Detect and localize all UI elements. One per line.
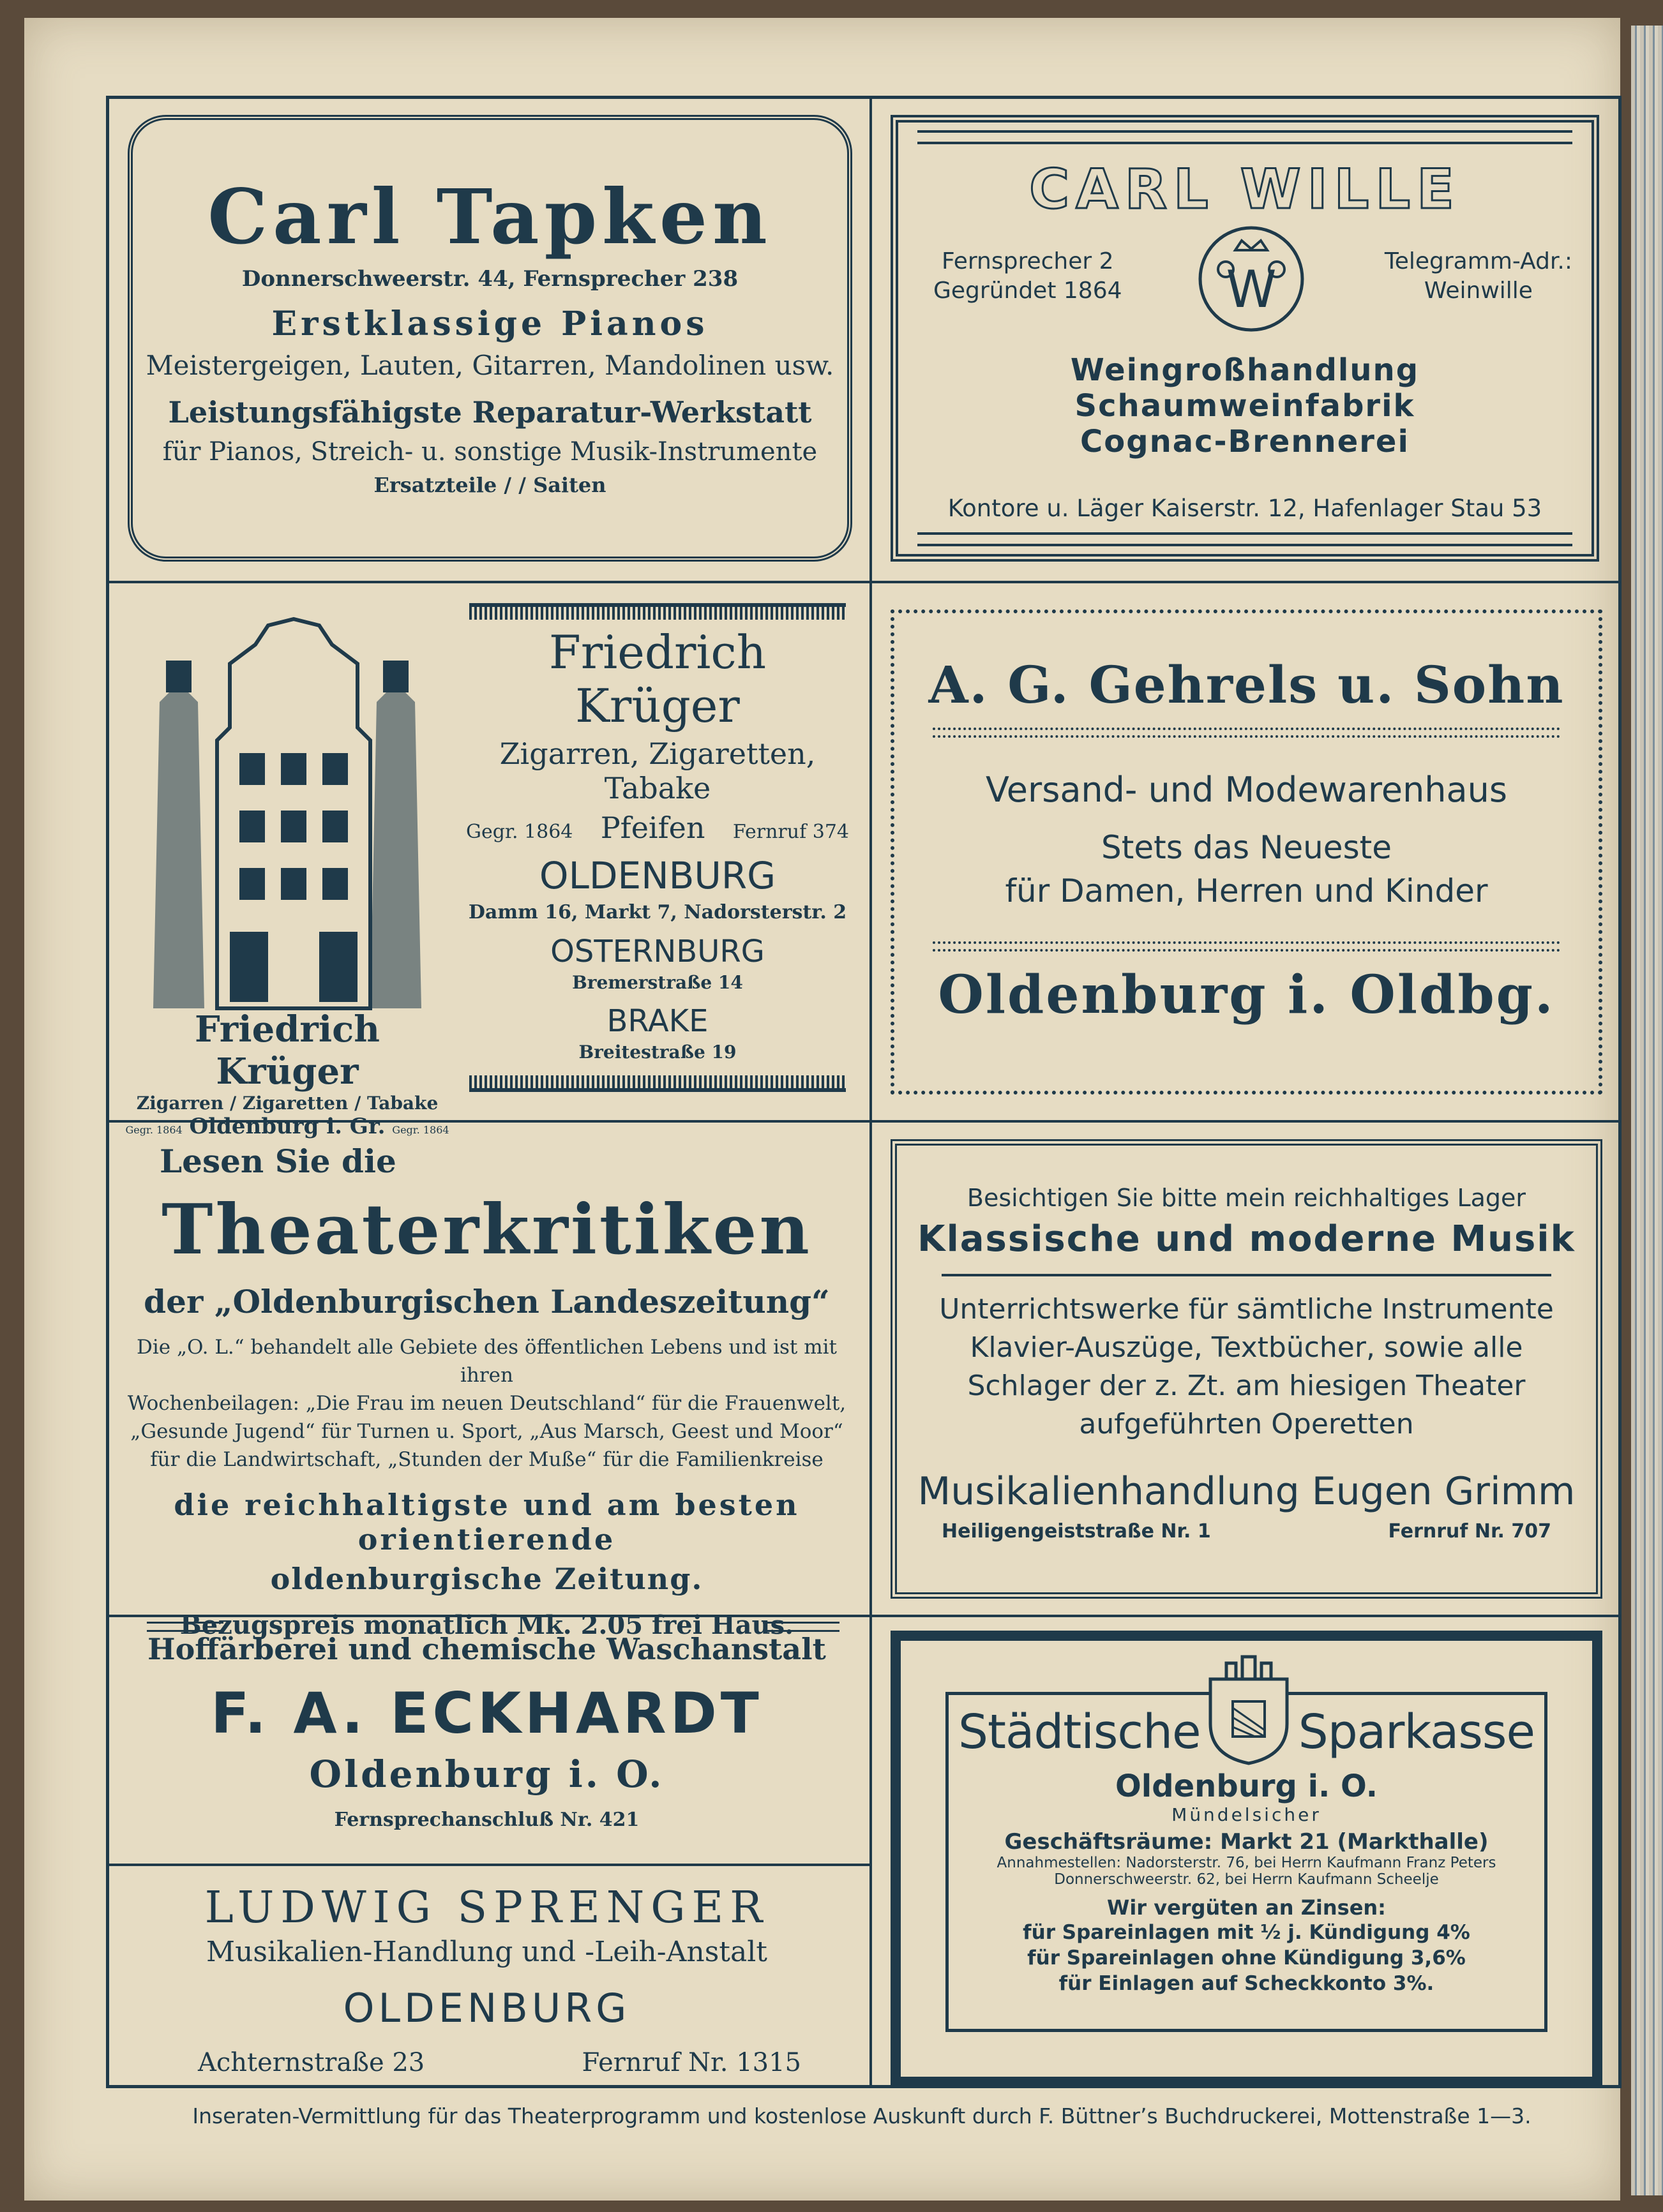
eckhardt-line1: Hoffärberei und chemische Waschanstalt bbox=[147, 1632, 826, 1666]
ad-friedrich-krueger bbox=[115, 590, 859, 1139]
ad-staedtische-sparkasse bbox=[891, 1631, 1602, 2087]
gehrels-name: A. G. Gehrels u. Sohn bbox=[928, 655, 1565, 715]
gehrels-city: Oldenburg i. Oldbg. bbox=[938, 964, 1555, 1026]
wille-phone: Fernsprecher 2 bbox=[941, 248, 1114, 274]
theater-line2: der „Oldenburgischen Landeszeitung“ bbox=[144, 1283, 830, 1320]
sparkasse-sub: Mündelsicher bbox=[1171, 1804, 1321, 1825]
krueger-rule-top bbox=[469, 603, 846, 620]
wille-logo bbox=[1197, 225, 1306, 333]
book-spine bbox=[1631, 26, 1663, 2195]
tapken-line4: für Pianos, Streich- u. sonstige Musik-Instrumente bbox=[162, 437, 818, 467]
grid-divider-vertical bbox=[869, 96, 872, 2088]
gehrels-line3: für Damen, Herren und Kinder bbox=[1005, 872, 1488, 909]
grimm-line1: Besichtigen Sie bitte mein reichhaltiges Lager bbox=[967, 1184, 1526, 1212]
chain-border-bottom bbox=[917, 532, 1572, 546]
krueger-addr1: Damm 16, Markt 7, Nadorsterstr. 2 bbox=[468, 901, 847, 923]
wille-telegram-value: Weinwille bbox=[1424, 278, 1533, 304]
ad-musikalien-grimm bbox=[891, 1139, 1602, 1599]
wille-footer: Kontore u. Läger Kaiserstr. 12, Hafenlager Stau 53 bbox=[947, 495, 1542, 522]
grimm-rule bbox=[942, 1274, 1551, 1276]
krueger-name: Friedrich Krüger bbox=[548, 625, 767, 733]
wille-line2: Schaumweinfabrik bbox=[1074, 388, 1415, 424]
grimm-title: Klassische und moderne Musik bbox=[917, 1218, 1576, 1260]
eckhardt-name: F. A. ECKHARDT bbox=[211, 1680, 763, 1746]
krueger-founded: Gegr. 1864 bbox=[466, 821, 573, 843]
krueger-addr2: Bremerstraße 14 bbox=[572, 972, 743, 993]
sprenger-name: LUDWIG SPRENGER bbox=[204, 1883, 769, 1933]
gehrels-rule bbox=[933, 728, 1560, 738]
theater-body4: für die Landwirtschaft, „Stunden der Muße“ für die Familienkreise bbox=[150, 1448, 824, 1471]
sparkasse-word1: Städtische bbox=[958, 1705, 1201, 1760]
sprenger-phone: Fernruf Nr. 1315 bbox=[582, 2048, 801, 2077]
tapken-address: Donnerschweerstr. 44, Fernsprecher 238 bbox=[241, 266, 739, 292]
theater-body1: Die „O. L.“ behandelt alle Gebiete des öffentlichen Lebens und ist mit ihren bbox=[137, 1336, 837, 1387]
theater-bold1: die reichhaltigste und am besten orientierende bbox=[174, 1488, 800, 1557]
sparkasse-zinsen: Wir vergüten an Zinsen: bbox=[1107, 1895, 1386, 1920]
wille-founded: Gegründet 1864 bbox=[933, 278, 1122, 304]
krueger-goods: Zigarren, Zigaretten, Tabake bbox=[499, 736, 816, 805]
sprenger-address: Achternstraße 23 bbox=[198, 2048, 425, 2077]
grimm-line4: Schlager der z. Zt. am hiesigen Theater bbox=[967, 1370, 1526, 1402]
sparkasse-city: Oldenburg i. O. bbox=[1115, 1768, 1378, 1804]
krueger-pipes: Pfeifen bbox=[600, 811, 705, 845]
krueger-city2: OSTERNBURG bbox=[550, 934, 765, 969]
sparkasse-word2: Sparkasse bbox=[1298, 1705, 1535, 1760]
ad-ludwig-sprenger bbox=[115, 1870, 859, 2090]
krueger-img-title: Friedrich Krüger bbox=[195, 1008, 380, 1093]
krueger-img-city: Oldenburg i. Gr. bbox=[189, 1114, 386, 1139]
krueger-rule-bottom bbox=[469, 1075, 846, 1092]
theater-title: Theaterkritiken bbox=[162, 1190, 812, 1270]
krueger-illustration bbox=[121, 600, 453, 1015]
krueger-addr3: Breitestraße 19 bbox=[578, 1042, 737, 1063]
eckhardt-city: Oldenburg i. O. bbox=[309, 1752, 665, 1796]
tapken-line1: Erstklassige Pianos bbox=[271, 304, 709, 343]
wille-telegram: Telegramm-Adr.: bbox=[1384, 248, 1572, 274]
sprenger-line1: Musikalien-Handlung und -Leih-Anstalt bbox=[206, 1936, 767, 1968]
wille-name: CARL WILLE bbox=[1029, 158, 1461, 221]
sparkasse-rate2: für Spareinlagen ohne Kündigung 3,6% bbox=[1027, 1947, 1466, 1969]
tapken-line2: Meistergeigen, Lauten, Gitarren, Mandolinen usw. bbox=[146, 350, 834, 381]
krueger-city3: BRAKE bbox=[606, 1003, 709, 1039]
theater-bold2: oldenburgische Zeitung. bbox=[270, 1562, 704, 1596]
eckhardt-phone: Fernsprechanschluß Nr. 421 bbox=[334, 1809, 640, 1831]
grimm-line3: Klavier-Auszüge, Textbücher, sowie alle bbox=[970, 1331, 1523, 1364]
ad-gehrels bbox=[891, 609, 1602, 1095]
ad-theaterkritiken bbox=[115, 1130, 859, 1640]
sprenger-city: OLDENBURG bbox=[343, 1985, 631, 2031]
wille-line1: Weingroßhandlung bbox=[1070, 352, 1420, 388]
tapken-name: Carl Tapken bbox=[207, 172, 772, 261]
krueger-img-gegr-left: Gegr. 1864 bbox=[125, 1124, 183, 1136]
krueger-img-sub: Zigarren / Zigaretten / Tabake bbox=[136, 1093, 439, 1114]
grimm-address: Heiligengeiststraße Nr. 1 bbox=[942, 1520, 1211, 1543]
theater-price: Bezugspreis monatlich Mk. 2.05 frei Haus. bbox=[179, 1610, 794, 1640]
grid-divider bbox=[106, 581, 1622, 583]
theater-line1: Lesen Sie die bbox=[160, 1142, 396, 1180]
chain-border-top bbox=[917, 130, 1572, 144]
ad-carl-wille bbox=[891, 115, 1599, 562]
grimm-name: Musikalienhandlung Eugen Grimm bbox=[917, 1469, 1576, 1514]
sparkasse-annahme1: Annahmestellen: Nadorsterstr. 76, bei Herrn Kaufmann Franz Peters bbox=[997, 1855, 1496, 1871]
grimm-line5: aufgeführten Operetten bbox=[1079, 1408, 1414, 1440]
grimm-line2: Unterrichtswerke für sämtliche Instrumente bbox=[939, 1293, 1554, 1326]
gehrels-rule bbox=[933, 941, 1560, 952]
sparkasse-rooms: Geschäftsräume: Markt 21 (Markthalle) bbox=[1004, 1829, 1489, 1855]
sparkasse-rate1: für Spareinlagen mit ½ j. Kündigung 4% bbox=[1023, 1921, 1470, 1944]
krueger-city1: OLDENBURG bbox=[539, 854, 776, 897]
page-footer: Inseraten-Vermittlung für das Theaterprogramm und kostenlose Auskunft durch F. Büttner’s Buchdruckerei, Mottenstraße 1—3. bbox=[192, 2104, 1531, 2128]
ad-carl-tapken bbox=[128, 115, 852, 562]
grid-divider bbox=[106, 1864, 869, 1866]
sparkasse-rate3: für Einlagen auf Scheckkonto 3%. bbox=[1058, 1972, 1434, 1995]
wille-line3: Cognac-Brennerei bbox=[1080, 424, 1410, 460]
krueger-img-gegr-right: Gegr. 1864 bbox=[392, 1124, 449, 1136]
ad-eckhardt bbox=[115, 1624, 859, 1860]
wille-logo-letter: W bbox=[1226, 260, 1277, 319]
gehrels-line1: Versand- und Modewarenhaus bbox=[986, 770, 1507, 810]
theater-body3: „Gesunde Jugend“ für Turnen u. Sport, „Aus Marsch, Geest und Moor“ bbox=[130, 1420, 843, 1443]
krueger-phone: Fernruf 374 bbox=[732, 821, 849, 843]
grimm-phone: Fernruf Nr. 707 bbox=[1388, 1520, 1551, 1543]
sparkasse-annahme2: Donnerschweerstr. 62, bei Herrn Kaufmann Scheelje bbox=[1054, 1871, 1439, 1888]
theater-body2: Wochenbeilagen: „Die Frau im neuen Deutschland“ für die Frauenwelt, bbox=[127, 1392, 847, 1415]
tapken-line5: Ersatzteile / / Saiten bbox=[373, 473, 606, 497]
gehrels-line2: Stets das Neueste bbox=[1101, 829, 1392, 866]
tapken-line3: Leistungsfähigste Reparatur-Werkstatt bbox=[168, 395, 812, 430]
